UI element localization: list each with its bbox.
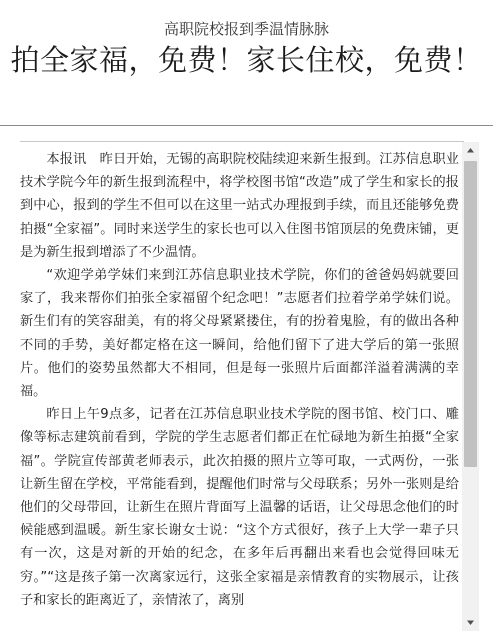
article-paragraph: “欢迎学弟学妹们来到江苏信息职业技术学院，你们的爸爸妈妈就要回家了，我来帮你们拍张全家福留个纪念吧！”志愿者们拉着学弟学妹们说。新生们有的笑容甜美，有的将父母紧紧搂住，有的扮着鬼脸，有的做出各种不同的手势，美好都定格在这一瞬间，给他们留下了进大学后的第一张照片。他们的姿势虽然都大不相同，但是每一张照片后面都洋溢着满满的幸福。 (20, 268, 459, 400)
article-subtitle: 高职院校报到季温情脉脉 (163, 20, 329, 38)
article-paragraph: 昨日上午9点多，记者在江苏信息职业技术学院的图书馆、校门口、雕像等标志建筑前看到，学院的学生志愿者们都正在忙碌地为新生拍摄“全家福”。学院宣传部黄老师表示，此次拍摄的照片立等可取，一式两份，一张让新生留在学校，平常能看到，提醒他们时常与父母联系；另外一张则是给他们的父母带回，让新生在照片背面写上温馨的话语，让父母思念他们的时候能感到温暖。新生家长谢女士说：“这个方式很好，孩子上大学一辈子只有一次，这是对新的开始的纪念，在多年后再翻出来看也会觉得回味无穷。”“这是孩子第一次离家远行，这张全家福是亲情教育的实物展示，让孩子和家长的距离近了，亲情浓了，离别 (20, 407, 459, 608)
article-headline: 拍全家福，免费！家长住校，免费！ (10, 43, 483, 77)
content-divider (20, 141, 464, 142)
article-paragraph: 本报讯 昨日开始，无锡的高职院校陆续迎来新生报到。江苏信息职业技术学院今年的新生报到流程中，将学校图书馆“改造”成了学生和家长的报到中心，报到的学生不但可以在这里一站式办理报到手续，而且还能够免费拍摄“全家福”。同时来送学生的家长也可以入住图书馆顶层的免费床铺，更是为新生报到增添了不少温情。 (20, 152, 459, 260)
scroll-up-arrow-icon[interactable] (462, 142, 479, 159)
article-header (0, 0, 493, 126)
article-content-frame (0, 126, 493, 631)
scroll-down-arrow-icon[interactable] (462, 614, 479, 631)
article-body (20, 148, 459, 612)
vertical-scrollbar[interactable] (462, 142, 479, 631)
scrollbar-thumb[interactable] (464, 161, 477, 467)
